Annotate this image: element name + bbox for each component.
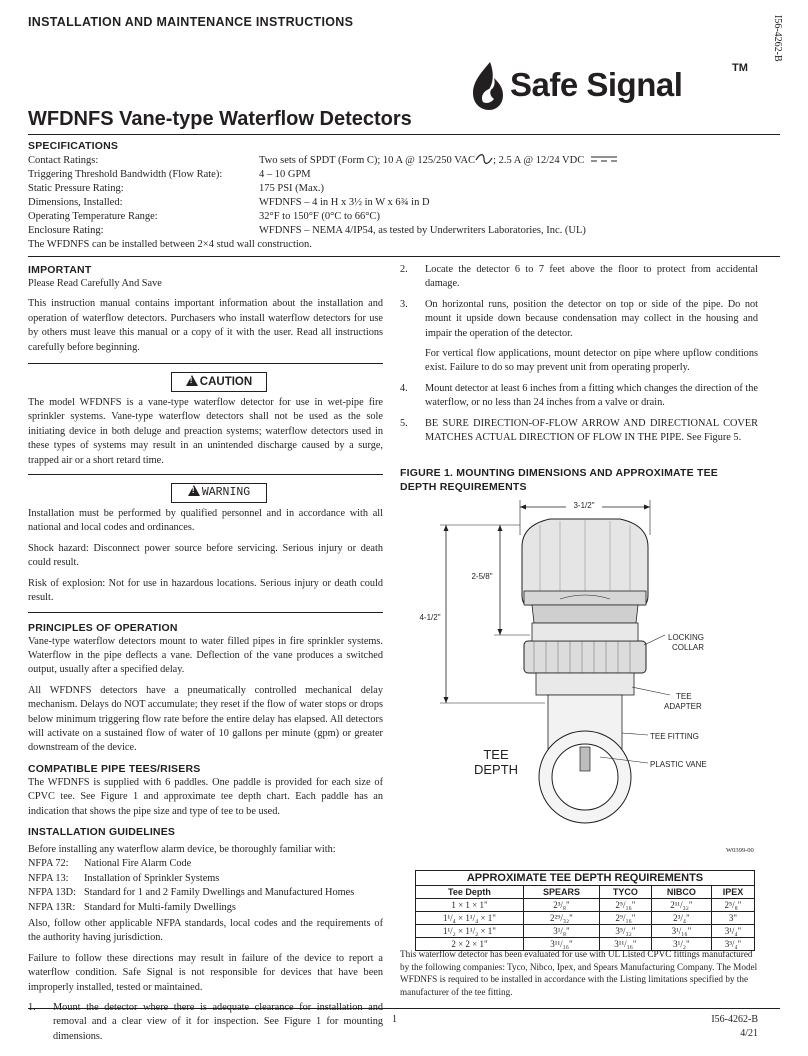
- adapter-leader: [632, 687, 670, 695]
- drawing-code: W0399-00: [726, 847, 754, 854]
- table-cell: 2⁵/₈": [711, 899, 754, 912]
- step-number: 2.: [400, 264, 408, 275]
- nfpa-item: [28, 886, 383, 900]
- caution-triangle-icon: [186, 375, 198, 386]
- table-header: Tee Depth: [416, 886, 524, 899]
- nfpa-title: Standard for 1 and 2 Family Dwellings and Manufactured Homes: [84, 887, 355, 899]
- install-step: [400, 263, 758, 292]
- left-column: [28, 263, 383, 1050]
- guidelines-disclaimer-text: Failure to follow these directions may result in failure of the device to report a waterflow condition. Safe Signal is not responsible for devices that have been improperly installed, tested or maintained.: [28, 952, 383, 993]
- spec-label: Contact Ratings:: [28, 155, 99, 166]
- table-header: SPEARS: [523, 886, 599, 899]
- table-cell: 3¹¹/₁₆": [523, 938, 599, 951]
- footer-date: 4/21: [740, 1028, 758, 1039]
- spec-row: [28, 210, 780, 224]
- important-subtitle: Please Read Carefully And Save: [28, 278, 162, 289]
- collar-label-line1: LOCKING: [668, 633, 705, 642]
- spec-label: Triggering Threshold Bandwidth (Flow Rate):: [28, 169, 223, 180]
- brand-trademark: TM: [732, 62, 748, 74]
- warning-text-label: WARNING: [201, 486, 251, 500]
- side-document-code: I56-4262-B: [772, 15, 783, 62]
- step-number: 4.: [400, 382, 408, 394]
- total-dimension-label: 4-1/2": [419, 613, 441, 622]
- table-cell: 2 × 2 × 1": [416, 938, 524, 951]
- spec-label: Enclosure Rating:: [28, 225, 104, 236]
- table-cell: 3¹/₂": [651, 938, 711, 951]
- nfpa-title: National Fire Alarm Code: [84, 858, 192, 870]
- nfpa-item: [28, 901, 383, 915]
- nfpa-code: NFPA 72:: [28, 858, 69, 870]
- spec-row: [28, 196, 780, 210]
- dc-symbol-icon: [590, 155, 618, 163]
- vane-label: PLASTIC VANE: [650, 760, 707, 769]
- spec-row: [28, 182, 780, 196]
- table-cell: 3³/₄": [711, 938, 754, 951]
- spec-label: Static Pressure Rating:: [28, 183, 124, 194]
- table-cell: 3¹¹/₁₆": [599, 938, 651, 951]
- spec-value: 32°F to 150°F (0°C to 66°C): [259, 211, 380, 222]
- table-cell: 3¹/₄": [711, 925, 754, 938]
- figure-caption: FIGURE 1. MOUNTING DIMENSIONS AND APPROXIMATE TEE DEPTH REQUIREMENTS: [400, 467, 719, 493]
- page-title: WFDNFS Vane-type Waterflow Detectors: [28, 108, 412, 130]
- install-step: [400, 382, 758, 411]
- collar-top-ring: [532, 623, 638, 641]
- nfpa-item: [28, 872, 383, 886]
- tees-text: The WFDNFS is supplied with 6 paddles. One paddle is provided for each size of CPVC tee. See Figure 1 and approximate tee depth chart. Each paddle has an indication that shows the pipe size and type of tee to be used.: [28, 776, 383, 817]
- collar-label-line2: COLLAR: [672, 643, 705, 652]
- caution-box-row: [28, 372, 383, 396]
- table-row: [416, 925, 755, 938]
- nfpa-item: [28, 857, 383, 871]
- table-cell: 2³/₈": [523, 899, 599, 912]
- specs-heading: SPECIFICATIONS: [28, 140, 119, 152]
- contact-rating-ac: Two sets of SPDT (Form C); 10 A @ 125/250 VAC: [259, 155, 476, 166]
- spec-row: [28, 224, 780, 238]
- table-cell: 1¹/₂ × 1¹/₂ × 1": [416, 925, 524, 938]
- upper-arrow-top: [498, 525, 503, 531]
- spec-value: WFDNFS – 4 in H x 3½ in W x 6¾ in D: [259, 197, 430, 208]
- caution-text: The model WFDNFS is a vane-type waterflow detector for use in wet-pipe fire sprinkler systems. Vane-type waterflow detectors shall not be used as the sole initiating device in both deluge and preaction systems; waterflow detectors used in these types of systems may result in an unintended discharge caused by a surge, trapped air or a short retard time.: [28, 397, 383, 466]
- table-cell: 1 × 1 × 1": [416, 899, 524, 912]
- table-header: IPEX: [711, 886, 754, 899]
- width-arrow-left: [520, 505, 526, 510]
- table-cell: 3": [711, 912, 754, 925]
- step-text: Locate the detector 6 to 7 feet above the floor to protect from accidental damage.: [425, 264, 758, 290]
- width-arrow-right: [644, 505, 650, 510]
- tee-adapter: [536, 673, 634, 695]
- warning-triangle-icon: [188, 485, 200, 496]
- housing-band: [524, 591, 646, 605]
- caution-label: [171, 372, 267, 392]
- spec-value: 4 – 10 GPM: [259, 169, 311, 180]
- warning-divider: [28, 612, 383, 613]
- principles-text: Vane-type waterflow detectors mount to water filled pipes in fire sprinkler systems. Waterflow in the pipe deflects a vane. Deflection of the vane produces a switched output, usually after a specified delay.: [28, 635, 383, 676]
- fitting-label: TEE FITTING: [650, 732, 699, 741]
- upper-arrow-bottom: [498, 629, 503, 635]
- tees-heading: COMPATIBLE PIPE TEES/RISERS: [28, 762, 201, 775]
- adapter-label-line1: TEE: [676, 692, 692, 701]
- nfpa-code: NFPA 13:: [28, 872, 69, 884]
- tee-depth-label-line1: TEE: [483, 747, 509, 762]
- mounting-dimensions-figure: [400, 495, 770, 860]
- spec-label: Dimensions, Installed:: [28, 197, 123, 208]
- tee-depth-label-line2: DEPTH: [473, 762, 519, 777]
- spec-label: Operating Temperature Range:: [28, 211, 158, 222]
- plastic-vane-shape: [580, 747, 590, 771]
- spec-note: The WFDNFS can be installed between 2×4 stud wall construction.: [28, 239, 312, 250]
- table-cell: 3¹/₁₆": [651, 925, 711, 938]
- table-row: [416, 912, 755, 925]
- ac-symbol-icon: [475, 154, 493, 164]
- principles-heading: PRINCIPLES OF OPERATION: [28, 621, 178, 634]
- total-arrow-top: [444, 525, 449, 531]
- brand-name: Safe Signal: [510, 66, 683, 103]
- step-number: 5.: [400, 417, 408, 429]
- step-text: BE SURE DIRECTION-OF-FLOW ARROW AND DIRECTIONAL COVER MATCHES ACTUAL DIRECTION OF FLOW IN THE PIPE. See Figure 5.: [425, 417, 758, 444]
- spec-value: [259, 154, 618, 168]
- table-header: NIBCO: [651, 886, 711, 899]
- specs-divider: [28, 256, 780, 257]
- adapter-label-line2: ADAPTER: [664, 702, 702, 711]
- spec-row: [28, 154, 780, 168]
- title-divider: [28, 134, 780, 135]
- install-step: [400, 298, 758, 376]
- table-cell: 2³/₄": [651, 912, 711, 925]
- flame-logo-icon: [470, 60, 506, 112]
- caution-divider: [28, 474, 383, 475]
- step-extra-text: For vertical flow applications, mount detector on pipe where upflow conditions exist. Failure to do so may prevent unit from operating properly.: [425, 348, 758, 374]
- table-cell: 2²⁹/₃₂": [523, 912, 599, 925]
- install-step: [400, 417, 758, 446]
- step-text: Mount detector at least 6 inches from a fitting which changes the direction of the waterflow, or no less than 24 inches from a valve or drain.: [425, 382, 758, 409]
- table-cell: 1¹/₄ × 1¹/₄ × 1": [416, 912, 524, 925]
- page-number: 1: [392, 1014, 397, 1025]
- table-caption: APPROXIMATE TEE DEPTH REQUIREMENTS: [416, 871, 755, 886]
- brand-logo: [470, 60, 760, 116]
- warning-label: [171, 483, 267, 503]
- footer-divider: [28, 1008, 780, 1009]
- fitting-leader: [622, 733, 648, 735]
- housing-base: [532, 605, 638, 623]
- upper-dimension-label: 2-5/8": [471, 572, 493, 581]
- step-text: removal and a clear view of it for inspection. See Figure 1 for mounting dimensions.: [53, 1016, 383, 1042]
- important-heading: IMPORTANT: [28, 264, 92, 276]
- delay-mechanism-text: All WFDNFS detectors have a pneumatically controlled mechanical delay mechanism. Delays do NOT accumulate; they reset if the flow of water stops or drops below minimum triggering flow rate before the entire delay has elapsed. All detectors will activate on a sustained flow of water of 10 gallons per minute (gpm) or greater downstream of the device.: [28, 684, 383, 754]
- warning-text: Installation must be performed by qualified personnel and in accordance with all national and local codes and ordinances.: [28, 508, 383, 534]
- nfpa-code: NFPA 13D:: [28, 887, 76, 899]
- step-text: On horizontal runs, position the detector on top or side of the pipe. Do not mount it upside down because condensation may collect in the housing and impair the operation of the detector.: [425, 298, 758, 339]
- spec-row: [28, 168, 780, 182]
- caution-text-label: CAUTION: [199, 376, 253, 389]
- document-type-header: INSTALLATION AND MAINTENANCE INSTRUCTIONS: [28, 15, 354, 29]
- table-header: TYCO: [599, 886, 651, 899]
- guidelines-heading: INSTALLATION GUIDELINES: [28, 825, 176, 838]
- tee-depth-table: [415, 870, 755, 951]
- important-text: This instruction manual contains important information about the installation and operation of waterflow detectors. Purchasers who install waterflow detectors for use by others must leave this manual or a copy of it with the user. Read all instructions carefully before beginning.: [28, 298, 383, 353]
- table-cell: 3⁵/₃₂": [599, 925, 651, 938]
- table-cell: 3¹/₈": [523, 925, 599, 938]
- explosion-risk-text: Risk of explosion: Not for use in hazardous locations. Serious injury or death could result.: [28, 577, 383, 604]
- table-cell: 2⁵/₁₆": [599, 899, 651, 912]
- guidelines-standards-text: Also, follow other applicable NFPA standards, local codes and the requirements of the authority having jurisdiction.: [28, 917, 383, 944]
- total-arrow-bottom: [444, 697, 449, 703]
- table-header-row: [416, 886, 755, 899]
- right-column: [400, 263, 758, 451]
- step-number: 3.: [400, 298, 408, 310]
- collar-leader: [644, 635, 665, 645]
- nfpa-code: NFPA 13R:: [28, 901, 76, 913]
- table-cell: 2⁹/₁₆": [599, 912, 651, 925]
- important-divider: [28, 363, 383, 364]
- table-listing-note: This waterflow detector has been evaluated for use with UL Listed CPVC fittings manufactured by the following companies: Tyco, Nibco, Ipex, and Spears Manufacturing Company. The Model WFDNFS is required to be installed in accordance with the Listing limitations specified by the manufacturer of the tee fitting.: [400, 949, 758, 997]
- footer-doc-code: I56-4262-B: [711, 1014, 758, 1025]
- warning-box-row: [28, 483, 383, 507]
- nfpa-title: Standard for Multi-family Dwellings: [84, 901, 236, 913]
- table-cell: 2¹¹/₃₂": [651, 899, 711, 912]
- spec-value: WFDNFS – NEMA 4/IP54, as tested by Underwriters Laboratories, Inc. (UL): [259, 225, 586, 236]
- guidelines-intro: Before installing any waterflow alarm device, be thoroughly familiar with:: [28, 843, 336, 855]
- locking-collar: [524, 641, 646, 673]
- shock-hazard-text: Shock hazard: Disconnect power source before servicing. Serious injury or death could result.: [28, 542, 383, 569]
- nfpa-title: Installation of Sprinkler Systems: [84, 872, 220, 884]
- table-row: [416, 899, 755, 912]
- contact-rating-dc: ; 2.5 A @ 12/24 VDC: [493, 155, 585, 166]
- width-dimension-label: 3-1/2": [573, 501, 595, 510]
- spec-value: 175 PSI (Max.): [259, 183, 325, 194]
